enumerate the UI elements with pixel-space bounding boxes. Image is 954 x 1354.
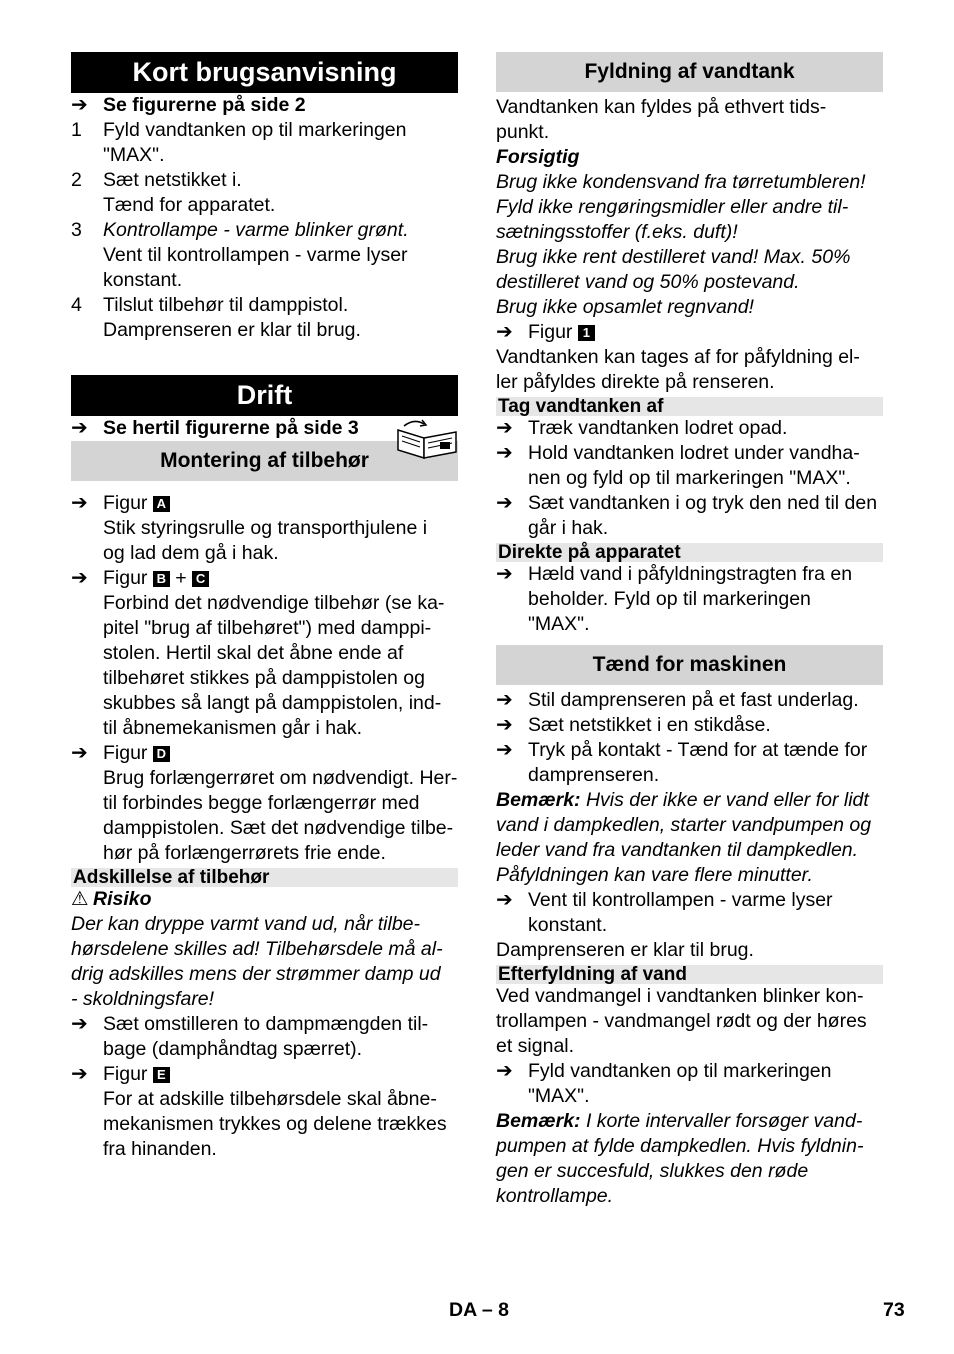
text-line: Hæld vand i påfyldningstragten fra en	[528, 563, 853, 585]
arrow-icon: ➔	[71, 94, 88, 116]
text-line: nen og fyld op til markeringen "MAX".	[528, 467, 851, 489]
figure-a-badge: A	[153, 496, 170, 512]
efter-items	[496, 1059, 883, 1109]
figure-1-badge: 1	[578, 325, 595, 341]
heading-drift: Drift	[71, 375, 458, 416]
quick-step	[71, 118, 458, 168]
text-line: Fyld ikke rengøringsmidler eller andre til-	[496, 196, 849, 218]
text-line: Ved vandmangel i vandtanken blinker kon-	[496, 985, 864, 1007]
text-line: gen er succesfuld, slukkes den røde	[496, 1160, 809, 1182]
text-line: hørsdelene skilles ad! Tilbehørsdele må al-	[71, 938, 443, 960]
text-line: til åbnemekanismen går i hak.	[103, 717, 363, 739]
text-line: "MAX".	[528, 613, 590, 635]
list-item	[496, 491, 883, 541]
text-line: Brug ikke opsamlet regnvand!	[496, 296, 754, 318]
text-line: Tryk på kontakt - Tænd for at tænde for	[528, 739, 868, 761]
drift-reference: ➔ Se hertil figurerne på side 3	[71, 416, 458, 441]
text-line: ler påfyldes direkte på renseren.	[496, 371, 775, 393]
text-line: Tænd for apparatet.	[103, 194, 276, 216]
text-line: destilleret vand og 50% postevand.	[496, 271, 800, 293]
text-line: tilbehøret stikkes på damppistolen og	[103, 667, 425, 689]
quick-step	[71, 168, 458, 218]
tank-text	[496, 345, 883, 395]
arrow-icon: ➔	[496, 492, 513, 514]
text-line: beholder. Fyld op til markeringen	[528, 588, 811, 610]
text-line: Sæt netstikket i.	[103, 169, 242, 191]
arrow-icon: ➔	[496, 321, 513, 343]
text-line: - skoldningsfare!	[71, 988, 215, 1010]
text-line: og lad dem gå i hak.	[103, 542, 279, 564]
quick-steps	[71, 118, 458, 343]
figure-bc-step: ➔ Figur B + C Forbind det nødvendige tilbehør (se ka- pitel "brug af tilbehøret") med damppi- stolen. Hertil skal det åbne ende af tilbehøret stikkes på damppistolen og skubbes så langt på damppistolen, ind- til åbnemekanismen går i hak.	[71, 566, 458, 741]
text-line: Der kan dryppe varmt vand ud, når tilbe-	[71, 913, 421, 935]
list-item	[496, 1059, 883, 1109]
text-line: bage (damphåndtag spærret).	[103, 1038, 363, 1060]
right-column	[496, 52, 883, 1209]
arrow-icon: ➔	[71, 417, 88, 439]
text-line: "MAX".	[528, 1085, 590, 1107]
quick-step	[71, 293, 458, 343]
warning-triangle-icon: ⚠	[71, 888, 89, 910]
text-line: kontrollampe.	[496, 1185, 614, 1207]
list-item	[496, 738, 883, 788]
arrow-icon: ➔	[496, 1060, 513, 1082]
forsigtig-text	[496, 170, 883, 320]
step-number: 4	[71, 294, 82, 316]
arrow-icon: ➔	[496, 714, 513, 736]
text-line: Stik styringsrulle og transporthjulene i	[103, 517, 428, 539]
text-line: konstant.	[103, 269, 183, 291]
figure-c-badge: C	[192, 571, 209, 587]
arrow-icon: ➔	[71, 742, 88, 764]
omstiller-step	[71, 1012, 458, 1062]
figure-1-ref: ➔ Figur 1	[496, 320, 883, 345]
text-line: Træk vandtanken lodret opad.	[528, 417, 788, 439]
text-line: Hold vandtanken lodret under vandha-	[528, 442, 860, 464]
arrow-icon: ➔	[71, 567, 88, 589]
text-line: pitel "brug af tilbehøret") med damppi-	[103, 617, 432, 639]
arrow-icon: ➔	[71, 1013, 88, 1035]
footer-section-code: DA – 8	[449, 1299, 509, 1321]
figure-d-badge: D	[153, 746, 170, 762]
quick-reference: ➔ Se figurerne på side 2	[71, 94, 306, 116]
heading-taend: Tænd for maskinen	[496, 645, 883, 685]
fyldning-intro	[496, 95, 883, 145]
arrow-icon: ➔	[496, 417, 513, 439]
arrow-icon: ➔	[496, 689, 513, 711]
heading-adskillelse: Adskillelse af tilbehør	[71, 868, 458, 887]
text-line: skubbes så langt på damppistolen, ind-	[103, 692, 442, 714]
manual-book-icon	[394, 416, 460, 460]
text-line: sætningsstoffer (f.eks. duft)!	[496, 221, 738, 243]
text-line: et signal.	[496, 1035, 575, 1057]
footer-page-number: 73	[883, 1299, 905, 1321]
ready-text: Damprenseren er klar til brug.	[496, 939, 754, 961]
text-line: går i hak.	[528, 517, 609, 539]
vent-step	[496, 888, 883, 938]
heading-kort-brugsanvisning: Kort brugsanvisning	[71, 52, 458, 93]
text-line: "MAX".	[103, 144, 165, 166]
text-line: pumpen at fylde dampkedlen. Hvis fyldnin-	[496, 1135, 864, 1157]
text-line: fra hinanden.	[103, 1138, 217, 1160]
text-line: punkt.	[496, 121, 550, 143]
text-line: vand i dampkedlen, starter vandpumpen og	[496, 814, 872, 836]
text-line: Damprenseren er klar til brug.	[103, 319, 361, 341]
text-line: Forbind det nødvendige tilbehør (se ka-	[103, 592, 445, 614]
figure-e-step: ➔ Figur E For at adskille tilbehørsdele skal åbne- mekanismen trykkes og delene trækkes fra hinanden.	[71, 1062, 458, 1162]
figure-d-step: ➔ Figur D Brug forlængerrøret om nødvendigt. Her- til forbindes begge forlængerrør med damppistolen. Sæt det nødvendige tilbe- hør på forlængerrørets frie ende.	[71, 742, 458, 864]
text-line: Brug ikke rent destilleret vand! Max. 50%	[496, 246, 851, 268]
arrow-icon: ➔	[71, 1063, 88, 1085]
text-line: trollampen - vandmangel rødt og der høres	[496, 1010, 867, 1032]
text-line: Sæt netstikket i en stikdåse.	[528, 714, 771, 736]
risiko-label: ⚠ Risiko	[71, 888, 152, 910]
text-line: Fyld vandtanken op til markeringen	[103, 119, 407, 141]
text-line: Sæt vandtanken i og tryk den ned til den	[528, 492, 878, 514]
quick-step	[71, 218, 458, 293]
text-line: hør på forlængerrørets frie ende.	[103, 842, 386, 864]
efter-text	[496, 984, 883, 1059]
text-line: damppistolen. Sæt det nødvendige tilbe-	[103, 817, 454, 839]
text-line: Vent til kontrollampen - varme lyser	[103, 244, 408, 266]
text-line: stolen. Hertil skal det åbne ende af	[103, 642, 404, 664]
arrow-icon: ➔	[496, 889, 513, 911]
note-1: Bemærk: Hvis der ikke er vand eller for lidt vand i dampkedlen, starter vandpumpen og leder vand fra vandtanken til dampkedlen. Påfyldningen kan vare flere minutter.	[496, 788, 883, 888]
text-line: Fyld vandtanken op til markeringen	[528, 1060, 832, 1082]
heading-direkte: Direkte på apparatet	[496, 543, 883, 562]
list-item	[496, 441, 883, 491]
list-item	[496, 562, 883, 637]
step-number: 3	[71, 219, 82, 241]
text-line: Stil damprenseren på et fast underlag.	[528, 689, 859, 711]
text-line: til forbindes begge forlængerrør med	[103, 792, 420, 814]
figure-e-badge: E	[153, 1067, 170, 1083]
text-line: Vent til kontrollampen - varme lyser	[528, 889, 833, 911]
arrow-icon: ➔	[496, 442, 513, 464]
heading-fyldning: Fyldning af vandtank	[496, 52, 883, 92]
text-line: mekanismen trykkes og delene trækkes	[103, 1113, 447, 1135]
text-line: Vandtanken kan tages af for påfyldning el-	[496, 346, 860, 368]
step-number: 1	[71, 119, 82, 141]
step-number: 2	[71, 169, 82, 191]
heading-montering: Montering af tilbehør	[71, 441, 458, 481]
note-2: Bemærk: I korte intervaller forsøger vand- pumpen at fylde dampkedlen. Hvis fyldnin- gen er succesfuld, slukkes den røde kontrollampe.	[496, 1109, 883, 1209]
direkte-items	[496, 562, 883, 637]
list-item	[496, 416, 883, 441]
text-line: Påfyldningen kan vare flere minutter.	[496, 864, 813, 886]
text-line: For at adskille tilbehørsdele skal åbne-	[103, 1088, 437, 1110]
left-column	[71, 52, 458, 1162]
text-line: damprenseren.	[528, 764, 660, 786]
figure-a-step: ➔ Figur A Stik styringsrulle og transporthjulene i og lad dem gå i hak.	[71, 491, 458, 566]
text-line: Brug forlængerrøret om nødvendigt. Her-	[103, 767, 458, 789]
taend-items	[496, 688, 883, 788]
text-line: drig adskilles mens der strømmer damp ud	[71, 963, 441, 985]
arrow-icon: ➔	[496, 563, 513, 585]
list-item	[496, 688, 883, 713]
text-line: Tilslut tilbehør til damppistol.	[103, 294, 349, 316]
arrow-icon: ➔	[71, 492, 88, 514]
tag-items	[496, 416, 883, 541]
figure-b-badge: B	[153, 571, 170, 587]
arrow-icon: ➔	[496, 739, 513, 761]
text-line: Vandtanken kan fyldes på ethvert tids-	[496, 96, 827, 118]
heading-efterfyldning: Efterfyldning af vand	[496, 965, 883, 984]
text-line: leder vand fra vandtanken til dampkedlen.	[496, 839, 859, 861]
risiko-text	[71, 912, 458, 1012]
text-line: Brug ikke kondensvand fra tørretumbleren!	[496, 171, 866, 193]
text-line: Sæt omstilleren to dampmængden til-	[103, 1013, 429, 1035]
heading-tag-vandtanken: Tag vandtanken af	[496, 397, 883, 416]
list-item	[496, 713, 883, 738]
forsigtig-label: Forsigtig	[496, 146, 580, 168]
text-line: konstant.	[528, 914, 608, 936]
step-italic-line: Kontrollampe - varme blinker grønt.	[103, 219, 409, 241]
